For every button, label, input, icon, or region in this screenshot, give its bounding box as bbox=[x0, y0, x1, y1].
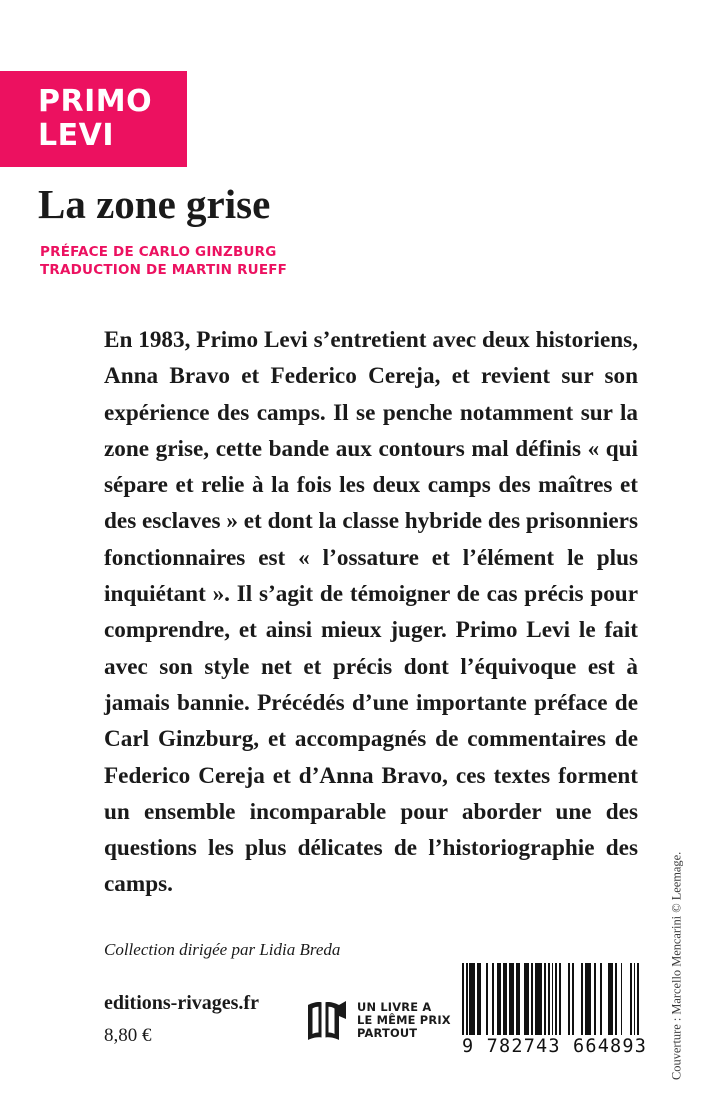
prix-line-3: PARTOUT bbox=[357, 1026, 418, 1041]
prix-unique-logo bbox=[306, 999, 451, 1043]
barcode-bars bbox=[462, 963, 640, 1035]
open-book-icon bbox=[306, 999, 348, 1043]
credits-block bbox=[40, 243, 287, 279]
barcode-digits: 9 782743 664893 bbox=[462, 1036, 648, 1057]
blurb-text bbox=[104, 322, 638, 903]
book-title: La zone grise bbox=[38, 181, 271, 227]
prix-line-1: UN LIVRE A bbox=[357, 1000, 432, 1014]
preface-credit: PRÉFACE DE CARLO GINZBURG bbox=[40, 244, 277, 260]
collection-line: Collection dirigée par Lidia Breda bbox=[104, 940, 341, 959]
prix-unique-text bbox=[357, 999, 451, 1041]
translation-credit: TRADUCTION DE MARTIN RUEFF bbox=[40, 262, 288, 278]
prix-line-2: LE MÊME PRIX bbox=[357, 1013, 451, 1028]
barcode bbox=[462, 963, 648, 1057]
author-first-name: PRIMO bbox=[38, 84, 153, 119]
author-banner bbox=[0, 71, 187, 167]
price-label: 8,80 € bbox=[104, 1025, 152, 1046]
author-last-name: LEVI bbox=[38, 118, 114, 153]
blurb-paragraph: En 1983, Primo Levi s’entretient avec deux historiens, Anna Bravo et Federico Cereja, et revient sur son expérience des camps. Il se penche notamment sur la zone grise, cette bande aux contours mal définis « qui sépare et relie à la fois les deux camps des maîtres et des esclaves » et dont la classe hybride des prisonniers fonctionnaires est « l’ossature et l’élément le plus inquiétant ». Il s’agit de témoigner de cas précis pour comprendre, et ainsi mieux juger. Primo Levi le fait avec son style net et précis dont l’équivoque est à jamais bannie. Précédés d’une importante préface de Carl Ginzburg, et accompagnés de commentaires de Federico Cereja et d’Anna Bravo, ces textes forment un ensemble incomparable pour aborder une des questions les plus délicates de l’historiographie des camps. bbox=[104, 327, 638, 898]
photo-credit-text: Couverture : Marcello Mencarini © Leemage. bbox=[669, 851, 684, 1080]
publisher-website[interactable]: editions-rivages.fr bbox=[104, 992, 259, 1014]
photo-credit bbox=[666, 790, 688, 1080]
